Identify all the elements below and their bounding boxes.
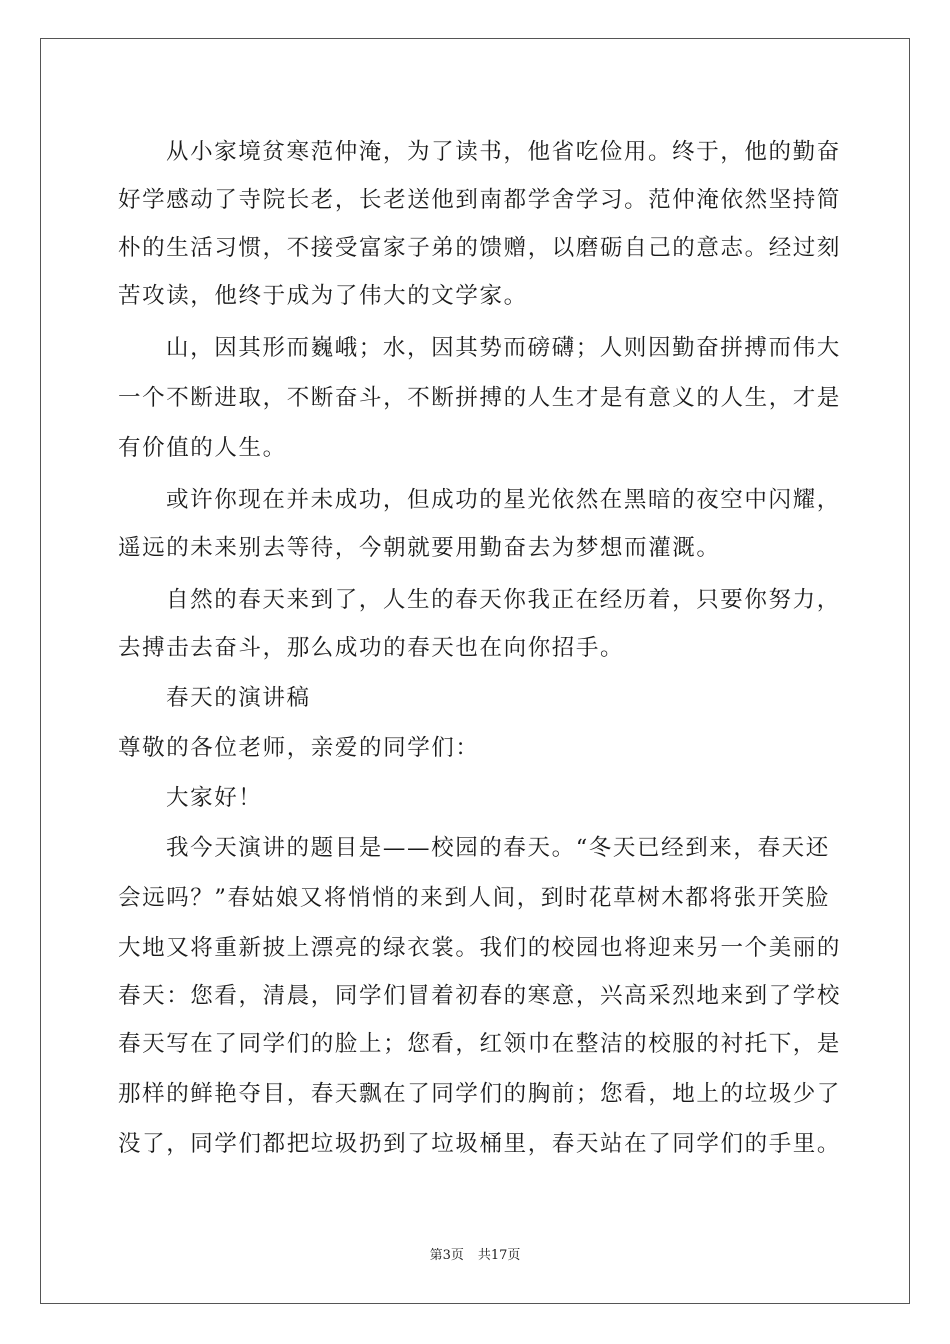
page-footer [0,1246,950,1266]
text-line: 没了，同学们都把垃圾扔到了垃圾桶里，春天站在了同学们的手里。 [118,1131,842,1157]
text-line: 遥远的未来别去等待，今朝就要用勤奋去为梦想而灌溉。 [118,535,721,561]
text-line: 或许你现在并未成功，但成功的星光依然在黑暗的夜空中闪耀， [166,487,841,513]
text-line: 从小家境贫寒范仲淹，为了读书，他省吃俭用。终于，他的勤奋 [166,139,841,165]
text-line: 山，因其形而巍峨；水，因其势而磅礴；人则因勤奋拼搏而伟大 [166,335,841,361]
text-line: 自然的春天来到了，人生的春天你我正在经历着，只要你努力， [166,587,841,613]
text-line: 好学感动了寺院长老，长老送他到南都学舍学习。范仲淹依然坚持简 [118,187,842,213]
text-line: 苦攻读，他终于成为了伟大的文学家。 [118,283,528,309]
greeting: 大家好！ [166,785,263,811]
text-line: 那样的鲜艳夺目，春天飘在了同学们的胸前；您看，地上的垃圾少了 [118,1081,842,1107]
text-line: 会远吗？”春姑娘又将悄悄的来到人间，到时花草树木都将张开笑脸 [118,885,831,911]
text-line: 我今天演讲的题目是——校园的春天。“冬天已经到来，春天还 [166,835,830,861]
text-line: 大地又将重新披上漂亮的绿衣裳。我们的校园也将迎来另一个美丽的 [118,935,842,961]
salutation: 尊敬的各位老师，亲爱的同学们： [118,735,480,761]
speech-title: 春天的演讲稿 [166,685,311,711]
text-line: 朴的生活习惯，不接受富家子弟的馈赠，以磨砺自己的意志。经过刻 [118,235,842,261]
text-line: 有价值的人生。 [118,435,287,461]
page-total: 共17页 [477,1248,521,1263]
text-line: 一个不断进取，不断奋斗，不断拼搏的人生才是有意义的人生，才是 [118,385,842,411]
text-line: 去搏击去奋斗，那么成功的春天也在向你招手。 [118,635,625,661]
page-number: 第3页 [429,1248,464,1263]
text-line: 春天：您看，清晨，同学们冒着初春的寒意，兴高采烈地来到了学校 [118,983,842,1009]
text-line: 春天写在了同学们的脸上；您看，红领巾在整洁的校服的衬托下，是 [118,1031,842,1057]
